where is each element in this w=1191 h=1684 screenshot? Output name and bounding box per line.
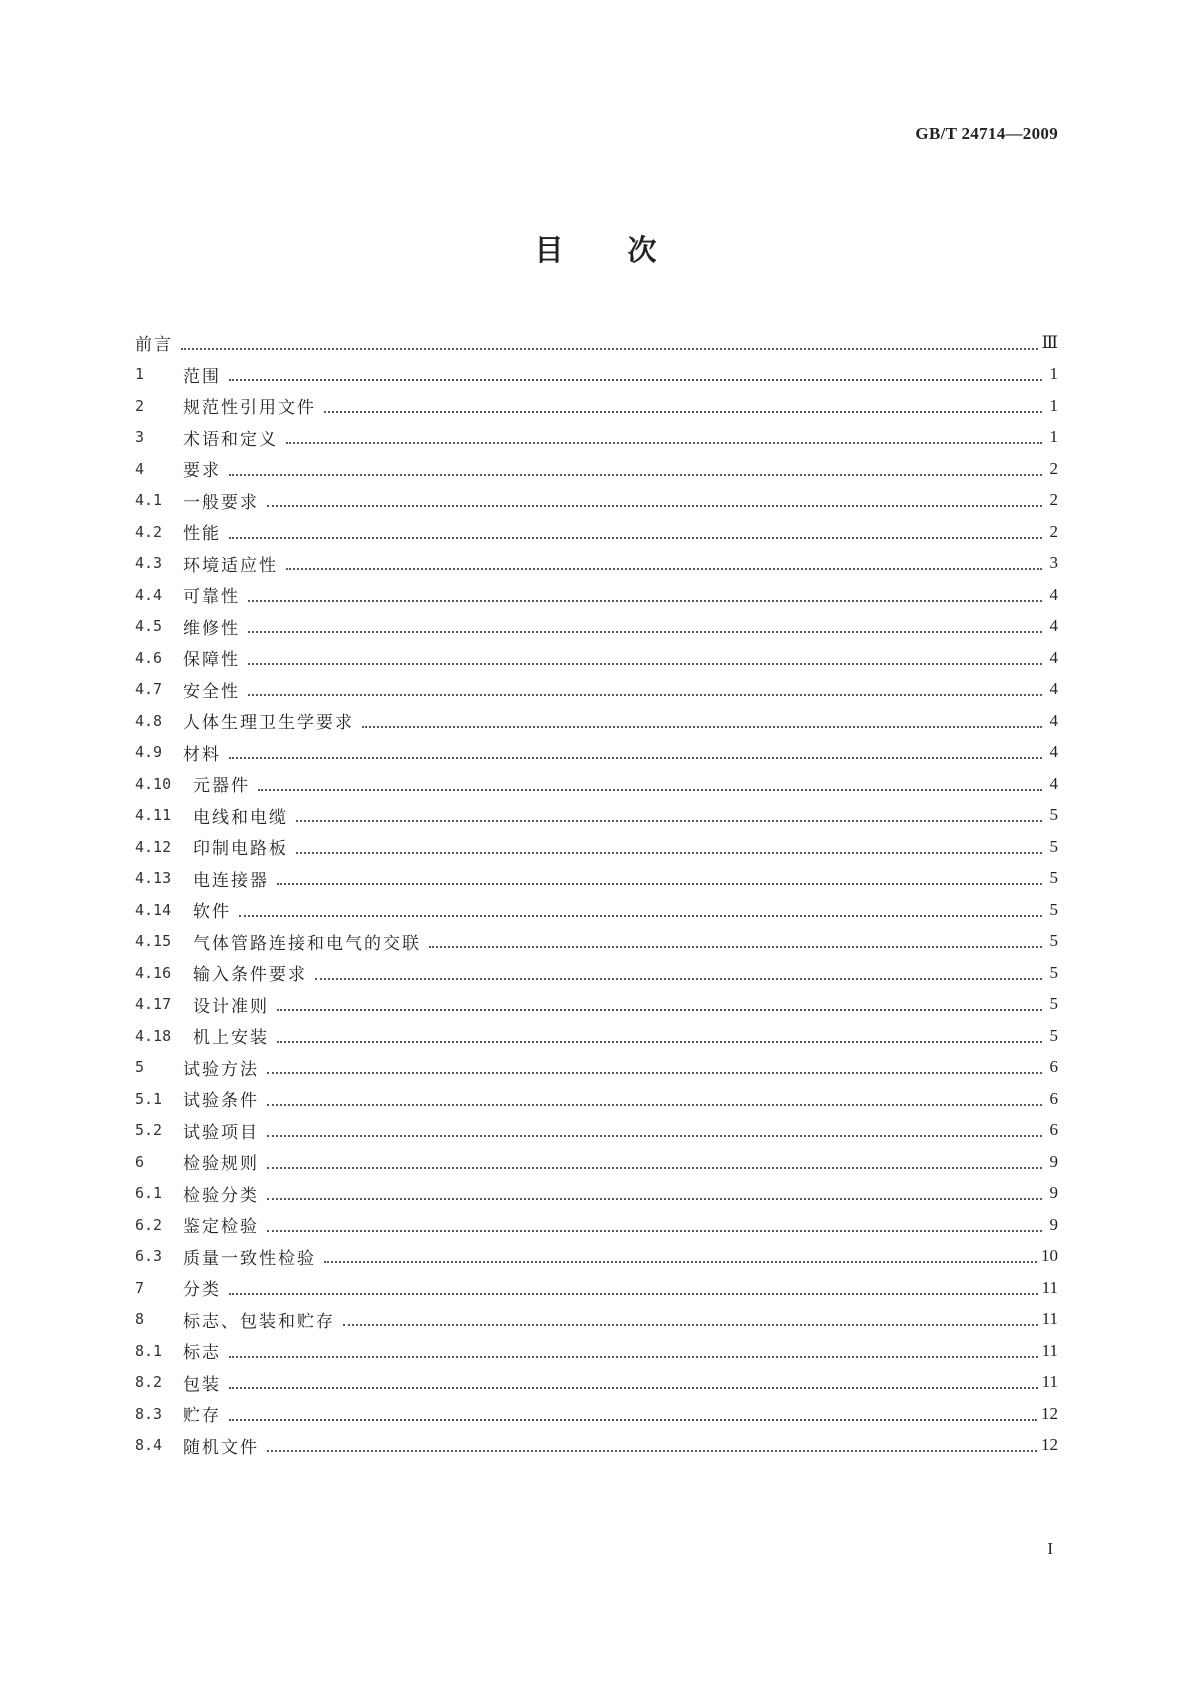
toc-entry-number: 4.13 [135, 869, 172, 888]
toc-leader-dots [296, 812, 1042, 822]
toc-leader-dots [324, 1253, 1037, 1263]
toc-leader-dots [229, 749, 1042, 759]
toc-entry[interactable] [135, 516, 1058, 548]
toc-entry-number: 1 [135, 365, 145, 384]
toc-leader-dots [248, 655, 1042, 665]
toc-entry-page: 5 [1049, 1025, 1058, 1045]
page-title: 目次 [534, 233, 721, 267]
toc-entry-page: 2 [1049, 521, 1058, 541]
toc-entry-number: 4.14 [135, 900, 172, 919]
toc-entry[interactable] [135, 1241, 1058, 1273]
toc-entry-number: 8.4 [135, 1436, 163, 1455]
toc-entry-page: 9 [1049, 1214, 1058, 1234]
toc-entry-label: 一般要求 [183, 492, 259, 513]
toc-entry-label: 气体管路连接和电气的交联 [193, 933, 421, 954]
toc-leader-dots [286, 560, 1042, 570]
toc-leader-dots [267, 1127, 1042, 1137]
toc-entry-number: 4.12 [135, 837, 172, 856]
toc-entry[interactable] [135, 926, 1058, 958]
toc-entry-page: 6 [1049, 1057, 1058, 1077]
toc-leader-dots [296, 844, 1042, 854]
toc-entry-page: 3 [1049, 553, 1058, 573]
toc-entry-label: 试验方法 [183, 1059, 259, 1080]
toc-entry-label: 标志 [183, 1343, 221, 1364]
toc-leader-dots [229, 1285, 1038, 1295]
toc-entry-page: 11 [1041, 1372, 1058, 1392]
toc-entry-label: 范围 [183, 366, 221, 387]
toc-entry-number: 6 [135, 1152, 145, 1171]
toc-entry-page: 2 [1049, 490, 1058, 510]
toc-entry-page: 5 [1049, 868, 1058, 888]
toc-entry-number: 5.2 [135, 1121, 163, 1140]
toc-leader-dots [229, 371, 1042, 381]
toc-entry-label: 性能 [183, 524, 221, 545]
toc-entry[interactable] [135, 768, 1058, 800]
toc-entry[interactable] [135, 863, 1058, 895]
toc-leader-dots [267, 1159, 1042, 1169]
toc-entry[interactable] [135, 422, 1058, 454]
toc-entry-label: 印制电路板 [193, 839, 288, 860]
toc-entry[interactable] [135, 1020, 1058, 1052]
toc-entry-page: 5 [1049, 899, 1058, 919]
toc-entry-page: 4 [1049, 710, 1058, 730]
toc-entry-label: 人体生理卫生学要求 [183, 713, 354, 734]
toc-entry[interactable] [135, 1178, 1058, 1210]
toc-entry-label: 材料 [183, 744, 221, 765]
toc-entry[interactable] [135, 642, 1058, 674]
toc-entry-page: 4 [1049, 616, 1058, 636]
toc-entry-number: 6.2 [135, 1215, 163, 1234]
toc-entry-page: 4 [1049, 679, 1058, 699]
toc-entry-number: 4.2 [135, 522, 163, 541]
toc-entry-label: 保障性 [183, 650, 240, 671]
toc-entry-number: 6.3 [135, 1247, 163, 1266]
toc-entry-label: 术语和定义 [183, 429, 278, 450]
toc-entry-number: 8 [135, 1310, 145, 1329]
toc-entry-label: 质量一致性检验 [183, 1248, 316, 1269]
toc-entry-number: 4.10 [135, 774, 172, 793]
toc-entry[interactable] [135, 485, 1058, 517]
toc-entry-number: 4.3 [135, 554, 163, 573]
toc-leader-dots [258, 781, 1042, 791]
toc-entry-page: 11 [1041, 1277, 1058, 1297]
toc-entry-number: 5 [135, 1058, 145, 1077]
toc-entry-page: 4 [1049, 773, 1058, 793]
toc-entry-number: 4.11 [135, 806, 172, 825]
toc-entry-page: 4 [1049, 742, 1058, 762]
toc-entry-number: 4.4 [135, 585, 163, 604]
toc-entry-page: 11 [1041, 1340, 1058, 1360]
toc-entry-label: 要求 [183, 461, 221, 482]
page-folio: I [1047, 1539, 1053, 1558]
toc-entry-label: 检验分类 [183, 1185, 259, 1206]
toc-leader-dots [286, 434, 1042, 444]
toc-entry-page: 1 [1049, 395, 1058, 415]
toc-entry-number: 5.1 [135, 1089, 163, 1108]
toc-entry-label: 可靠性 [183, 587, 240, 608]
toc-entry-page: 5 [1049, 805, 1058, 825]
toc-entry-label: 电连接器 [193, 870, 269, 891]
toc-entry-label: 环境适应性 [183, 555, 278, 576]
toc-entry-number: 6.1 [135, 1184, 163, 1203]
toc-entry[interactable] [135, 1398, 1058, 1430]
toc-entry[interactable] [135, 1430, 1058, 1462]
toc-leader-dots [229, 1411, 1037, 1421]
toc-entry-page: Ⅲ [1041, 332, 1058, 352]
toc-leader-dots [267, 1222, 1042, 1232]
toc-leader-dots [267, 1064, 1042, 1074]
toc-entry[interactable] [135, 957, 1058, 989]
toc-leader-dots [239, 907, 1042, 917]
toc-entry[interactable] [135, 737, 1058, 769]
toc-entry-label: 鉴定检验 [183, 1217, 259, 1238]
toc-entry-number: 4.16 [135, 963, 172, 982]
toc-entry-number: 4.5 [135, 617, 163, 636]
toc-entry-page: 10 [1041, 1246, 1058, 1266]
toc-entry-label: 安全性 [183, 681, 240, 702]
standard-code: GB/T 24714—2009 [915, 124, 1058, 143]
toc-entry-page: 5 [1049, 931, 1058, 951]
toc-entry-label: 试验项目 [183, 1122, 259, 1143]
toc-entry-page: 4 [1049, 584, 1058, 604]
toc-entry-number: 4 [135, 459, 145, 478]
toc-entry[interactable] [135, 1115, 1058, 1147]
toc-entry[interactable] [135, 1052, 1058, 1084]
toc-leader-dots [267, 1096, 1042, 1106]
toc-entry-number: 8.2 [135, 1373, 163, 1392]
toc-leader-dots [362, 718, 1042, 728]
toc-entry-label: 标志、包装和贮存 [183, 1311, 335, 1332]
toc-entry[interactable] [135, 1146, 1058, 1178]
toc-leader-dots [267, 1442, 1037, 1452]
toc-leader-dots [429, 938, 1042, 948]
toc-entry[interactable] [135, 1272, 1058, 1304]
toc-entry-label: 检验规则 [183, 1154, 259, 1175]
toc-entry-page: 2 [1049, 458, 1058, 478]
toc-leader-dots [267, 1190, 1042, 1200]
toc-entry-number: 7 [135, 1278, 145, 1297]
toc-entry-page: 9 [1049, 1183, 1058, 1203]
toc-leader-dots [229, 1379, 1038, 1389]
toc-leader-dots [277, 875, 1042, 885]
toc-leader-dots [248, 592, 1042, 602]
toc-entry-number: 4.17 [135, 995, 172, 1014]
toc-entry-page: 6 [1049, 1120, 1058, 1140]
toc-entry-label: 机上安装 [193, 1028, 269, 1049]
toc-entry[interactable] [135, 548, 1058, 580]
toc-entry[interactable] [135, 831, 1058, 863]
toc-entry-page: 9 [1049, 1151, 1058, 1171]
toc-entry-label: 随机文件 [183, 1437, 259, 1458]
toc-entry-page: 11 [1041, 1309, 1058, 1329]
toc-entry-label: 元器件 [193, 776, 250, 797]
toc-entry-number: 4.9 [135, 743, 163, 762]
toc-entry[interactable] [135, 579, 1058, 611]
toc-entry[interactable] [135, 989, 1058, 1021]
toc-entry[interactable] [135, 327, 1058, 359]
toc-entry[interactable] [135, 1209, 1058, 1241]
toc-entry[interactable] [135, 390, 1058, 422]
toc-entry-label: 试验条件 [183, 1091, 259, 1112]
toc-entry-page: 1 [1049, 364, 1058, 384]
toc-entry[interactable] [135, 1367, 1058, 1399]
toc-entry-number: 4.8 [135, 711, 163, 730]
toc-entry-page: 5 [1049, 962, 1058, 982]
toc-entry-number: 8.3 [135, 1404, 163, 1423]
toc-entry[interactable] [135, 894, 1058, 926]
toc-entry-number: 4.18 [135, 1026, 172, 1045]
toc-entry-label: 软件 [193, 902, 231, 923]
toc-entry-page: 12 [1041, 1435, 1058, 1455]
toc-leader-dots [181, 340, 1038, 350]
toc-entry[interactable] [135, 1335, 1058, 1367]
toc-entry[interactable] [135, 453, 1058, 485]
toc-entry-number: 4.1 [135, 491, 163, 510]
toc-entry[interactable] [135, 611, 1058, 643]
toc-entry-page: 4 [1049, 647, 1058, 667]
toc-entry-label: 输入条件要求 [193, 965, 307, 986]
toc-entry-number: 4.15 [135, 932, 172, 951]
toc-entry-number: 3 [135, 428, 145, 447]
toc-leader-dots [277, 1033, 1042, 1043]
toc-leader-dots [277, 1001, 1042, 1011]
toc-leader-dots [248, 686, 1042, 696]
toc-leader-dots [324, 403, 1042, 413]
toc-entry-page: 5 [1049, 836, 1058, 856]
toc-entry-page: 12 [1041, 1403, 1058, 1423]
toc-entry-label: 电线和电缆 [193, 807, 288, 828]
toc-entry[interactable] [135, 1304, 1058, 1336]
toc-leader-dots [229, 466, 1042, 476]
toc-entry[interactable] [135, 359, 1058, 391]
toc-entry[interactable] [135, 800, 1058, 832]
toc-entry-page: 6 [1049, 1088, 1058, 1108]
toc-entry-number: 4.6 [135, 648, 163, 667]
toc-entry[interactable] [135, 674, 1058, 706]
toc-leader-dots [343, 1316, 1038, 1326]
toc-entry[interactable] [135, 1083, 1058, 1115]
toc-entry-label: 设计准则 [193, 996, 269, 1017]
toc-leader-dots [315, 970, 1042, 980]
table-of-contents [135, 327, 1058, 1461]
toc-entry-label: 分类 [183, 1280, 221, 1301]
toc-entry-label: 前言 [135, 335, 173, 356]
toc-leader-dots [248, 623, 1042, 633]
toc-entry-label: 贮存 [183, 1406, 221, 1427]
toc-entry-number: 4.7 [135, 680, 163, 699]
toc-leader-dots [267, 497, 1042, 507]
toc-entry-number: 8.1 [135, 1341, 163, 1360]
toc-entry-page: 1 [1049, 427, 1058, 447]
toc-entry-page: 5 [1049, 994, 1058, 1014]
toc-entry-label: 维修性 [183, 618, 240, 639]
toc-entry-label: 包装 [183, 1374, 221, 1395]
toc-leader-dots [229, 529, 1042, 539]
toc-entry-number: 2 [135, 396, 145, 415]
toc-leader-dots [229, 1348, 1038, 1358]
toc-entry[interactable] [135, 705, 1058, 737]
toc-entry-label: 规范性引用文件 [183, 398, 316, 419]
